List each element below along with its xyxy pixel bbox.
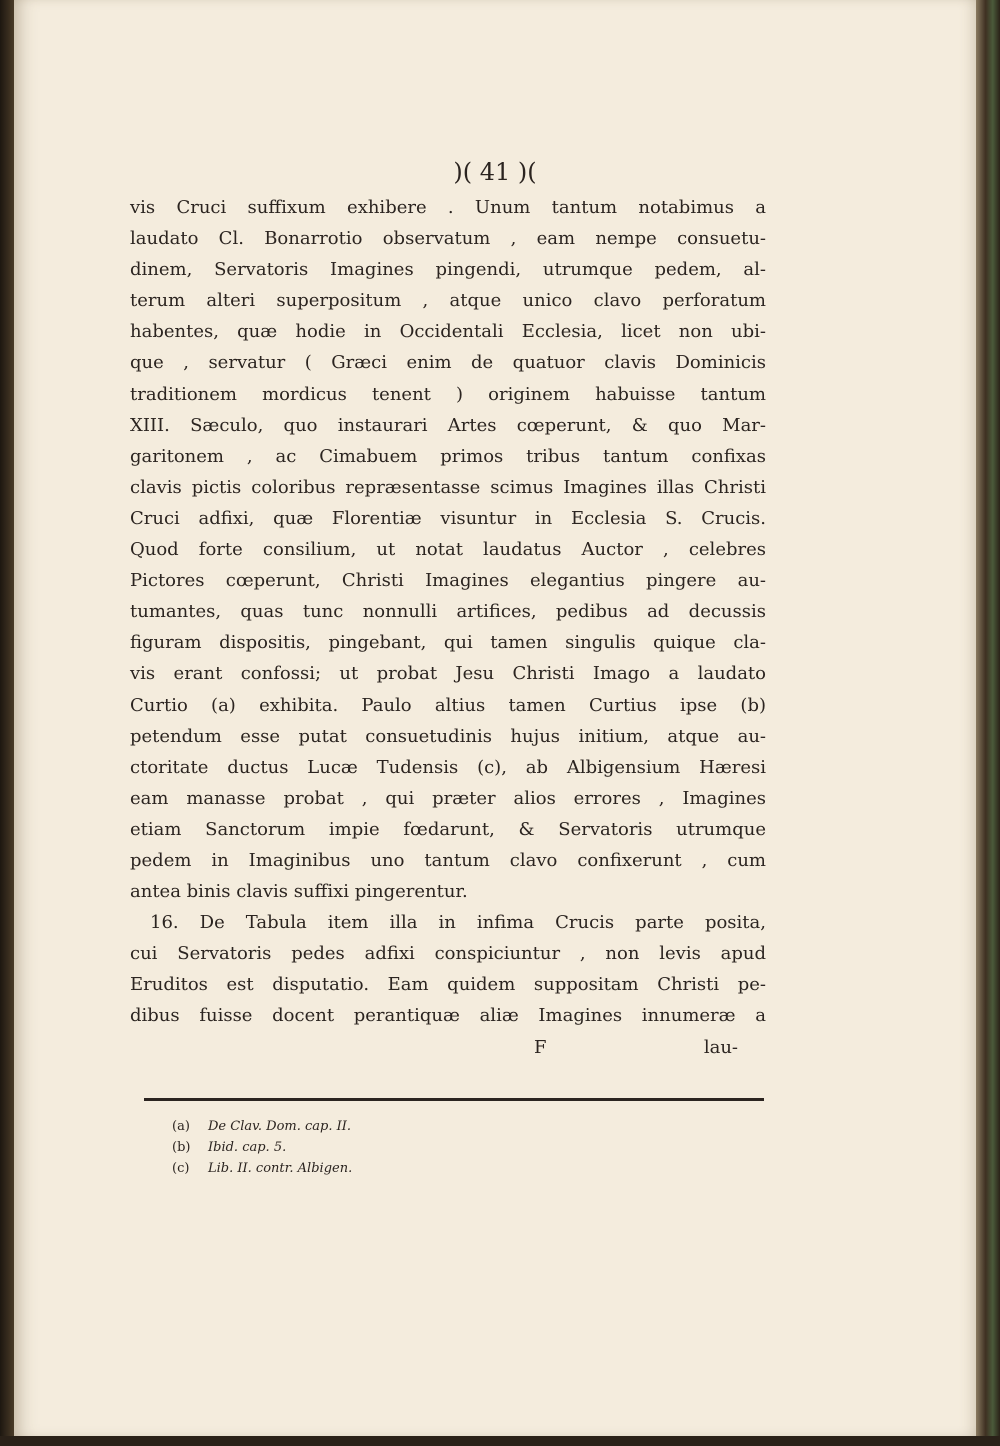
footnote-rule: [144, 1098, 764, 1101]
text-line: Eruditos est disputatio. Eam quidem suppositam Christi pe-: [130, 974, 766, 996]
footnotes: [172, 1116, 352, 1179]
footnote: [172, 1137, 352, 1158]
left-page-edge: [0, 0, 14, 1446]
text-line: antea binis clavis suffixi pingerentur.: [130, 881, 468, 903]
text-line: petendum esse putat consuetudinis hujus initium, atque au-: [130, 725, 766, 747]
page-number: )( 41 )(: [453, 158, 537, 186]
text-line: ctoritate ductus Lucæ Tudensis (c), ab Albigensium Hæresi: [130, 756, 766, 778]
text-line: eam manasse probat , qui præter alios errores , Imagines: [130, 787, 766, 809]
text-line: pedem in Imaginibus uno tantum clavo confixerunt , cum: [130, 849, 766, 871]
footnote-text: De Clav. Dom. cap. II.: [208, 1119, 352, 1134]
bottom-page-edge: [0, 1436, 1000, 1446]
text-line: dibus fuisse docent perantiquæ aliæ Imagines innumeræ a: [130, 1005, 766, 1027]
catchword: lau-: [703, 1036, 738, 1058]
text-line: habentes, quæ hodie in Occidentali Ecclesia, licet non ubi-: [130, 321, 766, 343]
text-line: etiam Sanctorum impie fœdarunt, & Servatoris utrumque: [130, 818, 766, 840]
text-line: cui Servatoris pedes adfixi conspiciuntur , non levis apud: [130, 943, 766, 965]
book-page: [14, 0, 976, 1436]
text-line: XIII. Sæculo, quo instaurari Artes cœperunt, & quo Mar-: [130, 414, 766, 436]
text-line: Pictores cœperunt, Christi Imagines elegantius pingere au-: [130, 570, 766, 592]
text-line: garitonem , ac Cimabuem primos tribus tantum confixas: [130, 445, 766, 467]
text-line: que , servatur ( Græci enim de quatuor clavis Dominicis: [130, 352, 766, 374]
footnote-text: Lib. II. contr. Albigen.: [208, 1161, 353, 1176]
paragraph-start-line: 16. De Tabula item illa in infima Crucis parte posita,: [150, 912, 766, 934]
text-line: figuram dispositis, pingebant, qui tamen singulis quique cla-: [130, 632, 766, 654]
text-line: Curtio (a) exhibita. Paulo altius tamen Curtius ipse (b): [130, 694, 766, 716]
text-line: tumantes, quas tunc nonnulli artifices, pedibus ad decussis: [130, 601, 766, 623]
signature-mark: F: [534, 1036, 547, 1058]
text-line: vis erant confossi; ut probat Jesu Christi Imago a laudato: [130, 663, 766, 685]
text-line: Cruci adfixi, quæ Florentiæ visuntur in Ecclesia S. Crucis.: [130, 507, 766, 529]
catchword-line: [130, 1032, 766, 1063]
right-page-edge: [976, 0, 1000, 1446]
text-line: vis Cruci suffixum exhibere . Unum tantum notabimus a: [130, 197, 766, 218]
footnote-mark: (b): [172, 1140, 191, 1155]
text-line: traditionem mordicus tenent ) originem habuisse tantum: [130, 383, 766, 405]
text-line: laudato Cl. Bonarrotio observatum , eam nempe consuetu-: [130, 228, 766, 250]
footnote: [172, 1116, 352, 1137]
footnote-mark: (c): [172, 1161, 190, 1176]
text-line: dinem, Servatoris Imagines pingendi, utrumque pedem, al-: [130, 259, 766, 281]
footnote-text: Ibid. cap. 5.: [208, 1140, 287, 1155]
text-line: Quod forte consilium, ut notat laudatus Auctor , celebres: [130, 539, 766, 561]
text-line: clavis pictis coloribus repræsentasse scimus Imagines illas Christi: [130, 476, 766, 498]
body-text: [130, 192, 766, 1063]
footnote: [172, 1158, 352, 1179]
text-line: terum alteri superpositum , atque unico clavo perforatum: [130, 290, 766, 312]
footnote-mark: (a): [172, 1119, 190, 1134]
